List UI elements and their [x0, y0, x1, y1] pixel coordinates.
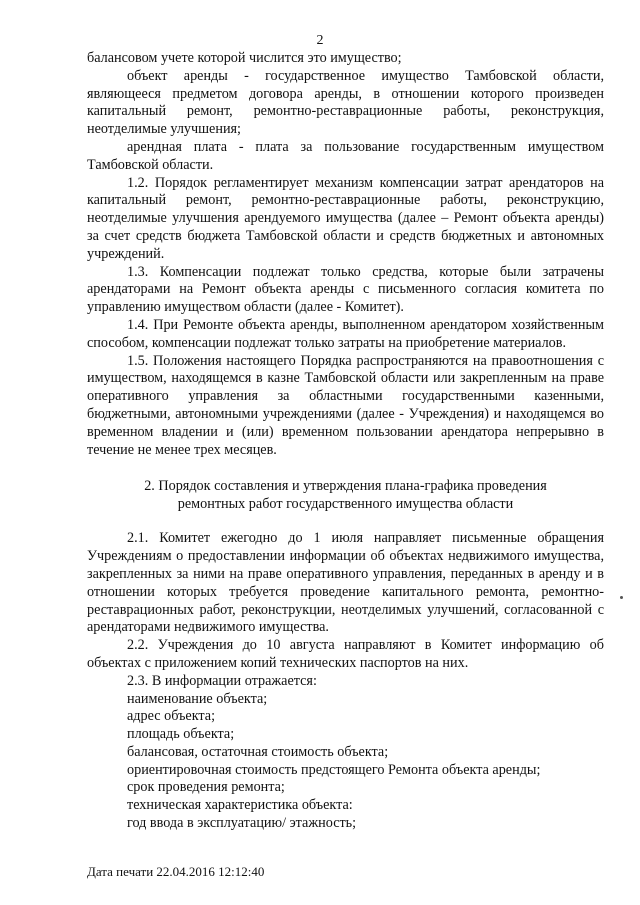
paragraph: 1.2. Порядок регламентирует механизм компенсации затрат арендаторов на капитальный ремонт, ремонтно-реставрационные работы, реконструкцию, неотделимые улучшения арендуемого имущества (далее – Ремонт объекта аренды) за счет средств бюджета Тамбовской области и средств бюджетных и автономных учреждений.: [87, 174, 604, 262]
list-item: адрес объекта;: [127, 708, 216, 725]
scan-speck: [620, 596, 623, 599]
paragraph: объект аренды - государственное имущество Тамбовской области, являющееся предметом договора аренды, в отношении которого произведен капитальный ремонт, ремонтно-реставрационные работы, реконструкция, неотделимые улучшения;: [87, 67, 604, 138]
paragraph: 1.3. Компенсации подлежат только средства, которые были затрачены арендаторами на Ремонт объекта аренды с письменного согласия комитета по управлению имуществом области (далее - Комитет).: [87, 263, 604, 316]
list-item: ориентировочная стоимость предстоящего Ремонта объекта аренды;: [127, 761, 541, 778]
list-item: срок проведения ремонта;: [127, 779, 285, 796]
paragraph: 1.4. При Ремонте объекта аренды, выполненном арендатором хозяйственным способом, компенсации подлежат только затраты на приобретение материалов.: [87, 316, 604, 351]
section-heading-line: 2. Порядок составления и утверждения плана-графика проведения: [144, 478, 547, 495]
paragraph: арендная плата - плата за пользование государственным имуществом Тамбовской области.: [87, 138, 604, 173]
print-date-footer: Дата печати 22.04.2016 12:12:40: [87, 864, 265, 879]
section-heading: [87, 477, 604, 513]
list-item: техническая характеристика объекта:: [127, 797, 353, 814]
paragraph: 1.5. Положения настоящего Порядка распространяются на правоотношения с имуществом, находящемся в казне Тамбовской области или закрепленным на праве оперативного управления за областными государственными казенными, бюджетными, автономными учреждениями (далее - Учреждения) и находящемся во временном владении и (или) временном пользовании арендатора непрерывно в течение не менее трех месяцев.: [87, 352, 604, 458]
section-heading-line: ремонтных работ государственного имущества области: [177, 496, 514, 513]
list-item: 2.3. В информации отражается:: [127, 672, 317, 689]
list-item: балансовая, остаточная стоимость объекта;: [127, 743, 389, 760]
list-item: наименование объекта;: [127, 690, 268, 707]
list-item: год ввода в эксплуатацию/ этажность;: [127, 815, 357, 832]
document-body: [87, 50, 604, 833]
paragraph: балансовом учете которой числится это имущество;: [87, 50, 402, 66]
page-number: 2: [316, 33, 324, 48]
list-item: площадь объекта;: [127, 726, 235, 743]
paragraph: 2.2. Учреждения до 10 августа направляют в Комитет информацию об объектах с приложением копий технических паспортов на них.: [87, 637, 604, 671]
paragraph: 2.1. Комитет ежегодно до 1 июля направляет письменные обращения Учреждениям о предоставлении информации об объектах недвижимого имущества, закрепленных за ними на праве оперативного управления, переданных в аренду и в отношении которых требуется проведение капитального ремонта, ремонтно-реставрационных работ, реконструкции, неотделимых улучшений, согласованной с арендаторами недвижимого имущества.: [87, 530, 604, 636]
